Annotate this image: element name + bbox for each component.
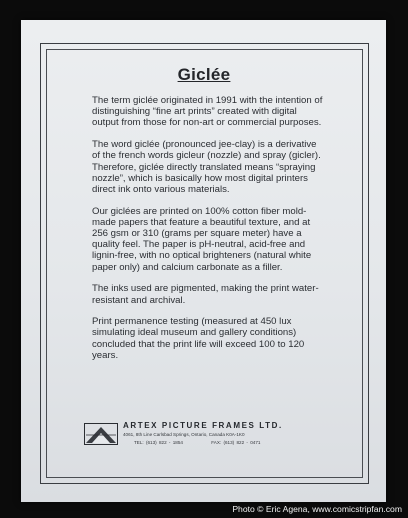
company-name: ARTEX PICTURE FRAMES LTD. [123,421,283,430]
sheet-title: Giclée [177,65,231,84]
photo-credit: Photo © Eric Agena, www.comicstripfan.com [232,504,402,514]
paragraph-inks: The inks used are pigmented, making the print water-resistant and archival. [92,283,319,306]
artex-logo-icon [84,423,118,445]
phone-number: TEL: (613) 822 - 1854 [134,440,183,445]
paragraph-paper: Our giclées are printed on 100% cotton fiber mold-made papers that feature a beautiful texture, and at 256 gsm or 310 (grams per square meter) have a quality feel. The paper is pH-neutral, acid-free and lignin-free, with no optical brighteners (natural white paper only) and calcium carbonate as a filler. [92,205,312,273]
paragraph-permanence: Print permanence testing (measured at 450 lux simulating ideal museum and gallery conditions) concluded that the print life will exceed 100 to 120 years. [92,316,305,361]
company-phones [134,440,260,445]
company-address: 4061, 8th Line Carlsbad Springs, Ontario, Canada K0A-1K0 [123,432,245,437]
body-text [92,95,324,372]
fax-number: FAX: (613) 822 - 0471 [211,440,261,445]
paragraph-origin: The term giclée originated in 1991 with the intention of distinguishing “fine art prints” created with digital output from those for non-art or commercial purposes. [92,95,323,129]
paragraph-etymology: The word giclée (pronounced jee-clay) is a derivative of the french words gicleur (nozzle) and spray (gicler). Therefore, giclée directly translated means “spraying nozzle”, which is basically how most digital printers direct ink onto various materials. [92,139,321,195]
